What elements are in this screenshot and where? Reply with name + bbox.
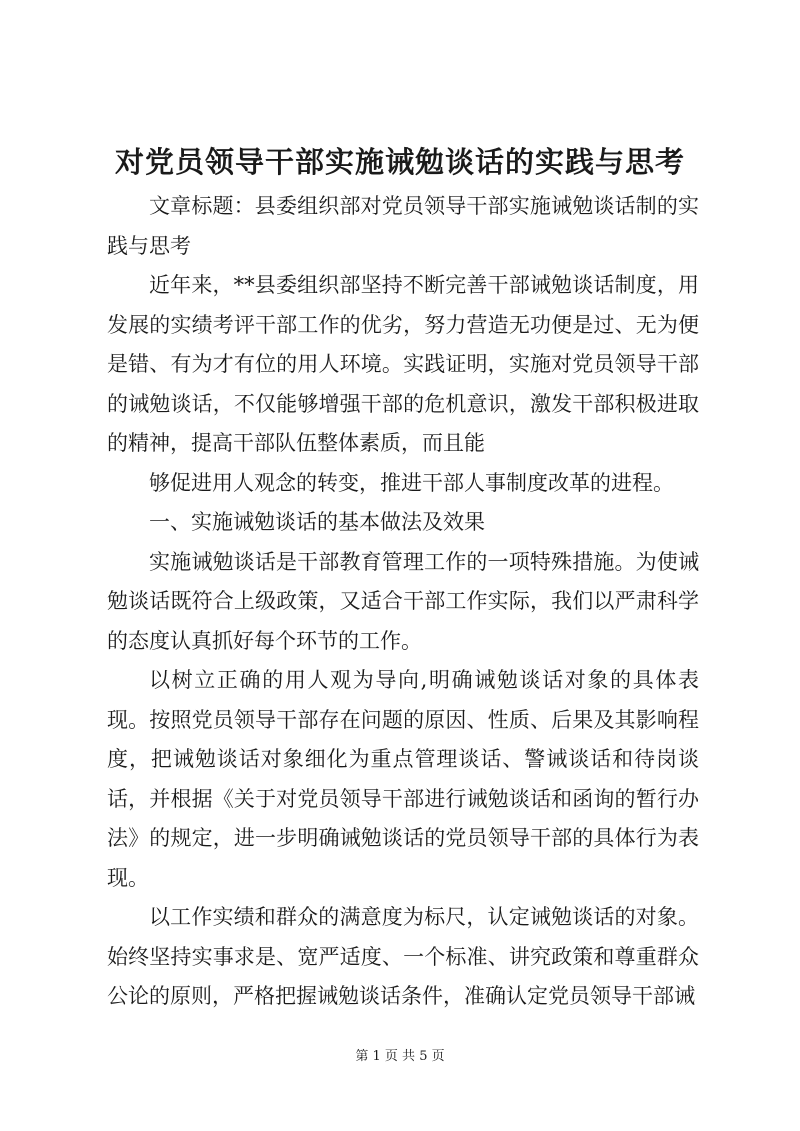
section-heading: 一、实施诫勉谈话的基本做法及效果	[149, 510, 485, 534]
paragraph-criteria: 以工作实绩和群众的满意度为标尺，认定诫勉谈话的对象。始终坚持实事求是、宽严适度、一个标准、讲究政策和尊重群众公论的原则，严格把握诫勉谈话条件，准确认定党员领导干部诫	[107, 905, 699, 1008]
paragraph-intro-continued: 够促进用人观念的转变，推进干部人事制度改革的进程。	[149, 470, 674, 495]
paragraph-intro: 近年来，**县委组织部坚持不断完善干部诫勉谈话制度，用发展的实绩考评干部工作的优劣，努力营造无功便是过、无为便是错、有为才有位的用人环境。实践证明，实施对党员领导干部的诫勉谈话，不仅能够增强干部的危机意识，激发干部积极进取的精神，提高干部队伍整体素质，而且能	[107, 273, 699, 455]
document-body	[107, 187, 699, 1017]
paragraph-guidance: 以树立正确的用人观为导向,明确诫勉谈话对象的具体表现。按照党员领导干部存在问题的原因、性质、后果及其影响程度，把诫勉谈话对象细化为重点管理谈话、警诫谈话和待岗谈话，并根据《关于对党员领导干部进行诫勉谈话和函询的暂行办法》的规定，进一步明确诫勉谈话的党员领导干部的具体行为表现。	[107, 668, 699, 890]
paragraph-article-title: 文章标题：县委组织部对党员领导干部实施诫勉谈话制的实践与思考	[107, 194, 699, 258]
document-title: 对党员领导干部实施诫勉谈话的实践与思考	[114, 145, 685, 179]
paragraph-section-intro: 实施诫勉谈话是干部教育管理工作的一项特殊措施。为使诫勉谈话既符合上级政策，又适合干部工作实际，我们以严肃科学的态度认真抓好每个环节的工作。	[107, 549, 699, 653]
page-footer: 第 1 页 共 5 页	[355, 1049, 445, 1064]
